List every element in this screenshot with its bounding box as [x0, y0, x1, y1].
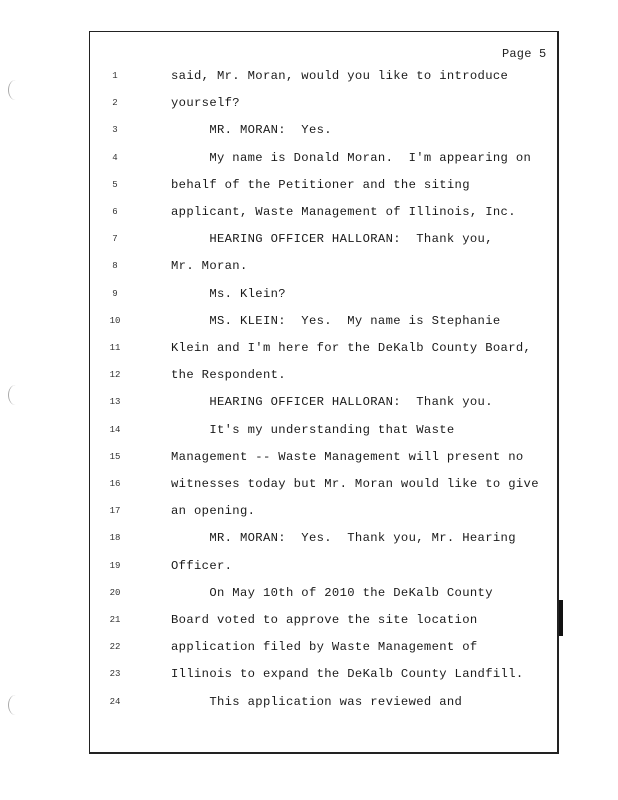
line-number: 20: [109, 588, 121, 598]
punch-hole-mark-top: [8, 80, 23, 100]
line-number: 22: [109, 642, 121, 652]
line-number: 18: [109, 533, 121, 543]
transcript-line-text: an opening.: [171, 504, 256, 518]
transcript-line-text: This application was reviewed and: [171, 695, 463, 709]
transcript-line-text: My name is Donald Moran. I'm appearing on: [171, 151, 532, 165]
line-number: 15: [109, 452, 121, 462]
line-number: 9: [112, 289, 118, 299]
line-number: 10: [109, 316, 121, 326]
margin-change-bar: [559, 600, 563, 636]
transcript-line-text: Mr. Moran.: [171, 259, 248, 273]
line-number: 2: [112, 98, 118, 108]
line-number: 14: [109, 425, 121, 435]
transcript-line-text: Klein and I'm here for the DeKalb County Board,: [171, 341, 532, 355]
transcript-line-text: the Respondent.: [171, 368, 286, 382]
line-number: 7: [112, 234, 118, 244]
transcript-line-text: Board voted to approve the site location: [171, 613, 478, 627]
transcript-line-text: Illinois to expand the DeKalb County Landfill.: [171, 667, 524, 681]
transcript-line-text: applicant, Waste Management of Illinois, Inc.: [171, 205, 516, 219]
transcript-line-text: behalf of the Petitioner and the siting: [171, 178, 470, 192]
transcript-line-text: On May 10th of 2010 the DeKalb County: [171, 586, 493, 600]
line-number: 6: [112, 207, 118, 217]
transcript-line-text: HEARING OFFICER HALLORAN: Thank you.: [171, 395, 493, 409]
transcript-line-text: It's my understanding that Waste: [171, 423, 455, 437]
line-number: 5: [112, 180, 118, 190]
line-number: 23: [109, 669, 121, 679]
line-number: 24: [109, 697, 121, 707]
line-number: 1: [112, 71, 118, 81]
punch-hole-mark-bottom: [8, 695, 23, 715]
line-number: 11: [109, 343, 121, 353]
line-number: 8: [112, 261, 118, 271]
transcript-line-text: witnesses today but Mr. Moran would like to give: [171, 477, 539, 491]
punch-hole-mark-middle: [8, 385, 23, 405]
line-number: 19: [109, 561, 121, 571]
line-number: 17: [109, 506, 121, 516]
line-number: 13: [109, 397, 121, 407]
transcript-line-text: application filed by Waste Management of: [171, 640, 478, 654]
transcript-line-text: Ms. Klein?: [171, 287, 286, 301]
transcript-line-text: MS. KLEIN: Yes. My name is Stephanie: [171, 314, 501, 328]
transcript-line-text: HEARING OFFICER HALLORAN: Thank you,: [171, 232, 493, 246]
transcript-line-text: MR. MORAN: Yes. Thank you, Mr. Hearing: [171, 531, 516, 545]
line-number: 16: [109, 479, 121, 489]
line-number: 3: [112, 125, 118, 135]
transcript-line-text: said, Mr. Moran, would you like to introduce: [171, 69, 509, 83]
page-number: Page 5: [502, 47, 547, 61]
line-number: 12: [109, 370, 121, 380]
line-number: 4: [112, 153, 118, 163]
transcript-line-text: Management -- Waste Management will present no: [171, 450, 524, 464]
transcript-line-text: yourself?: [171, 96, 240, 110]
transcript-line-text: MR. MORAN: Yes.: [171, 123, 332, 137]
line-number: 21: [109, 615, 121, 625]
transcript-line-text: Officer.: [171, 559, 233, 573]
